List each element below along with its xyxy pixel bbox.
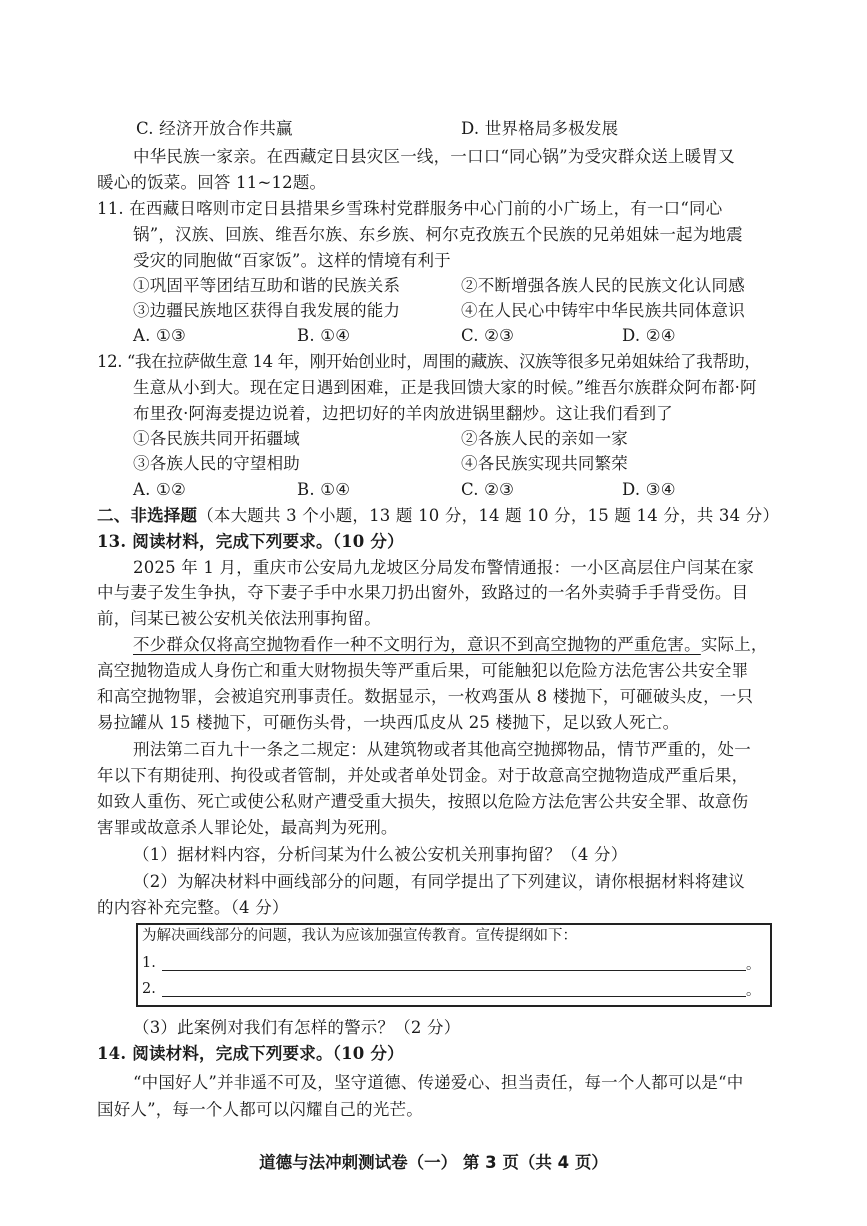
q13-material3-line4: 害罪或故意杀人罪论处，最高判为死刑。 (97, 818, 398, 837)
q12-stem-line1: 12. “我在拉萨做生意 14 年，刚开始创业时，周围的藏族、汉族等很多兄弟姐妹给了我帮助， (97, 352, 761, 371)
q11-option-c: C. ②③ (461, 326, 515, 345)
q13-material3-line3: 如致人重伤、死亡或使公私财产遭受重大损失，按照以危险方法危害公共安全罪、故意伤 (97, 792, 749, 811)
q11-option-d: D. ②④ (622, 326, 676, 345)
intro-11-12-line2: 暖心的饭菜。回答 11~12题。 (97, 173, 327, 192)
q13-material2-line3: 和高空抛物罪，会被追究刑事责任。数据显示，一枚鸡蛋从 8 楼抛下，可砸破头皮，一只 (97, 687, 754, 706)
q11-stem-line2: 锅”，汉族、回族、维吾尔族、东乡族、柯尔克孜族五个民族的兄弟姐妹一起为地震 (133, 225, 743, 244)
section2-heading (97, 504, 779, 528)
q14-heading: 14. 阅读材料，完成下列要求。（10 分） (97, 1044, 404, 1063)
q13-material1-line2: 中与妻子发生争执，夺下妻子手中水果刀扔出窗外，致路过的一名外卖骑手手背受伤。目 (97, 583, 749, 602)
q12-statement-4: ④各民族实现共同繁荣 (461, 454, 628, 473)
q11-option-a: A. ①③ (133, 326, 186, 345)
q13-requirement-1: （1）据材料内容，分析闫某为什么被公安机关刑事拘留？（4 分） (133, 845, 628, 864)
q11-option-b: B. ①④ (297, 326, 351, 345)
q11-statement-2: ②不断增强各族人民的民族文化认同感 (461, 276, 745, 295)
answer-line-1-number: 1. (142, 955, 156, 971)
q12-stem-line2: 生意从小到大。现在定日遇到困难，正是我回馈大家的时候。”维吾尔族群众阿布都·阿 (133, 378, 757, 397)
q14-material-line1: “中国好人”并非遥不可及，坚守道德、传递爱心、担当责任，每一个人都可以是“中 (133, 1073, 744, 1092)
section2-note: （本大题共 3 个小题，13 题 10 分，14 题 10 分，15 题 14 分，共 34 分） (197, 506, 780, 525)
q11-stem-line3: 受灾的同胞做“百家饭”。这样的情境有利于 (133, 251, 451, 270)
underlined-problem-text: 不少群众仅将高空抛物看作一种不文明行为，意识不到高空抛物的严重危害。 (133, 635, 701, 654)
q13-heading: 13. 阅读材料，完成下列要求。（10 分） (97, 532, 404, 551)
q11-statement-1: ①巩固平等团结互助和谐的民族关系 (133, 276, 401, 295)
q13-material2-line1 (133, 633, 768, 657)
q13-requirement-2-line1: （2）为解决材料中画线部分的问题，有同学提出了下列建议，请你根据材料将建议 (133, 872, 745, 891)
q12-option-a: A. ①② (133, 480, 186, 499)
q13-material3-line2: 年以下有期徒刑、拘役或者管制，并处或者单处罚金。对于故意高空抛物造成严重后果， (97, 766, 749, 785)
answer-box-heading: 为解决画线部分的问题，我认为应该加强宣传教育。宣传提纲如下： (142, 928, 577, 944)
q11-statement-4: ④在人民心中铸牢中华民族共同体意识 (461, 301, 745, 320)
q13-material1-line3: 前，闫某已被公安机关依法刑事拘留。 (97, 609, 381, 628)
q12-statement-1: ①各民族共同开拓疆域 (133, 429, 300, 448)
q11-statement-3: ③边疆民族地区获得自我发展的能力 (133, 301, 401, 320)
q13-material2-line1-rest: 实际上， (700, 635, 768, 654)
intro-11-12-line1: 中华民族一家亲。在西藏定日县灾区一线，一口口“同心锅”为受灾群众送上暖胃又 (133, 147, 735, 166)
section2-title: 二、非选择题 (97, 506, 198, 525)
q13-material2-line4: 易拉罐从 15 楼抛下，可砸伤头骨，一块西瓜皮从 25 楼抛下，足以致人死亡。 (97, 713, 680, 732)
q13-requirement-2-line2: 的内容补充完整。（4 分） (97, 898, 289, 917)
q14-material-line2: 国好人”，每一个人都可以闪耀自己的光芒。 (97, 1100, 423, 1119)
q13-requirement-3: （3）此案例对我们有怎样的警示？（2 分） (133, 1018, 461, 1037)
q12-option-d: D. ③④ (622, 480, 676, 499)
answer-line-2[interactable] (162, 996, 746, 997)
q11-stem-line1: 11. 在西藏日喀则市定日县措果乡雪珠村党群服务中心门前的小广场上，有一口“同心 (97, 199, 723, 218)
q10-option-d: D. 世界格局多极发展 (461, 119, 619, 138)
q12-statement-3: ③各族人民的守望相助 (133, 454, 300, 473)
answer-line-2-number: 2. (142, 981, 156, 997)
q13-material3-line1: 刑法第二百九十一条之二规定：从建筑物或者其他高空抛掷物品，情节严重的，处一 (133, 740, 751, 759)
q12-option-b: B. ①④ (297, 480, 351, 499)
q13-material1-line1: 2025 年 1 月，重庆市公安局九龙坡区分局发布警情通报：一小区高层住户闫某在家 (133, 558, 754, 577)
q12-statement-2: ②各族人民的亲如一家 (461, 429, 628, 448)
q12-option-c: C. ②③ (461, 480, 515, 499)
answer-line-2-period: 。 (746, 983, 761, 999)
answer-line-1[interactable] (162, 970, 746, 971)
page-footer: 道德与法冲刺测试卷（一） 第 3 页（共 4 页） (259, 1153, 608, 1172)
q13-material2-line2: 高空抛物造成人身伤亡和重大财物损失等严重后果，可能触犯以危险方法危害公共安全罪 (97, 661, 749, 680)
answer-line-1-period: 。 (746, 957, 761, 973)
q12-stem-line3: 布里孜·阿海麦提边说着，边把切好的羊肉放进锅里翻炒。这让我们看到了 (133, 404, 673, 423)
q10-option-c: C. 经济开放合作共赢 (136, 119, 293, 138)
